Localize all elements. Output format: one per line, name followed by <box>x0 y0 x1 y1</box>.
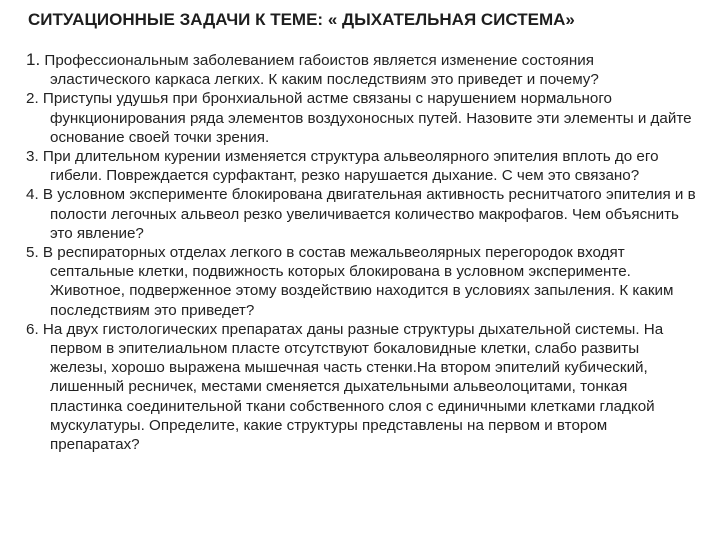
question-item-3 <box>26 147 696 185</box>
question-number: 4. <box>26 186 39 204</box>
question-item-5 <box>26 243 696 320</box>
question-number: 1. <box>26 50 41 69</box>
question-item-6 <box>26 320 696 454</box>
question-text: В условном эксперименте блокирована двигательная активность реснитчатого эпителия и в полости легочных альвеол резко увеличивается количество макрофагов. Чем объяснить это явление? <box>42 186 696 242</box>
question-text: На двух гистологических препаратах даны разные структуры дыхательной системы. На первом в эпителиальном пласте отсутствуют бокаловидные клетки, слабо развиты железы, хорошо выражена мышечная часть стенки.На втором эпителий кубический, лишенный ресничек, местами сменяется дыхательными альвеолоцитами, тонкая пластинка соединительной ткани собственного слоя с единичными клетками гладкой мускулатуры. Определите, какие структуры представлены на первом и втором препаратах? <box>42 320 664 454</box>
question-item-1 <box>26 50 696 89</box>
slide-title: СИТУАЦИОННЫЕ ЗАДАЧИ К ТЕМЕ: « ДЫХАТЕЛЬНАЯ СИСТЕМА» <box>28 10 575 29</box>
question-number: 2. <box>26 90 39 108</box>
question-number: 5. <box>26 244 39 262</box>
question-text: Приступы удушья при бронхиальной астме связаны с нарушением нормального функционирования ряда элементов воздухоносных путей. Назовите эти элементы и дайте основание своей точки зрения. <box>42 90 692 146</box>
question-item-4 <box>26 185 696 243</box>
question-text: Профессиональным заболеванием габоистов является изменение состояния эластического каркаса легких. К каким последствиям это приведет и почему? <box>44 52 599 89</box>
question-text: При длительном курении изменяется структура альвеолярного эпителия вплоть до его гибели. Повреждается сурфактант, резко нарушается дыхание. С чем это связано? <box>42 148 659 185</box>
question-text: В респираторных отделах легкого в состав межальвеолярных перегородок входят септальные клетки, подвижность которых блокирована в условном эксперименте. Животное, подверженное этому воздействию находится в условиях запыления. К каким последствиям это приведет? <box>42 244 674 319</box>
question-item-2 <box>26 89 696 147</box>
question-list <box>26 50 696 454</box>
question-number: 3. <box>26 148 39 166</box>
question-number: 6. <box>26 320 39 338</box>
